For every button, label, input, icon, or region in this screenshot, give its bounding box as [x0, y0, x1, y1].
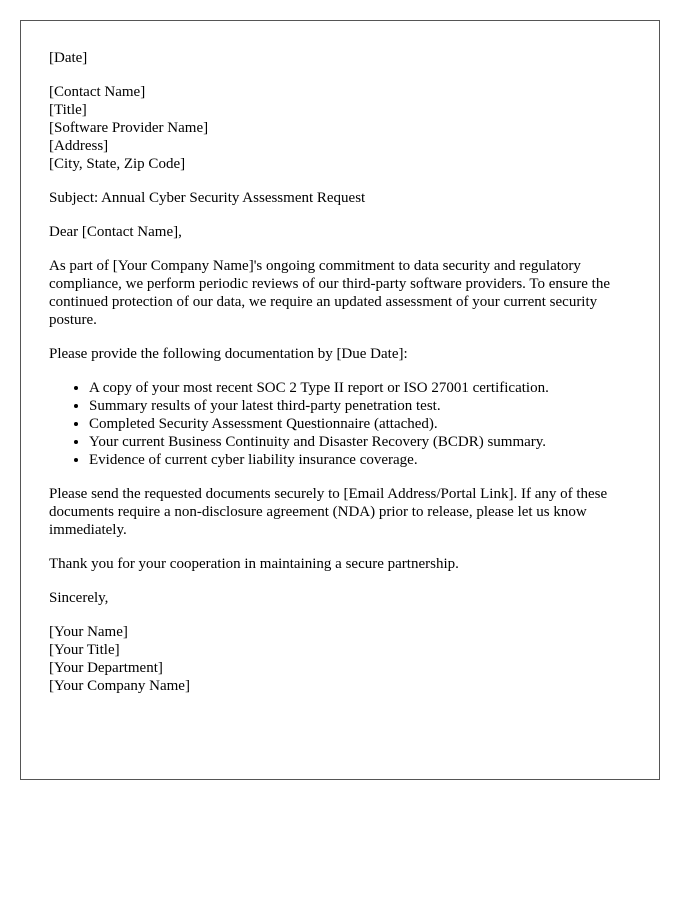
letter-request-paragraph: Please provide the following documentation by [Due Date]: — [49, 346, 408, 362]
recipient-contact-name: [Contact Name] — [49, 84, 146, 100]
recipient-city-state-zip: [City, State, Zip Code] — [49, 156, 186, 172]
sender-department: [Your Department] — [49, 660, 163, 676]
sender-name: [Your Name] — [49, 624, 128, 640]
letter-salutation: Dear [Contact Name], — [49, 224, 182, 240]
recipient-provider-name: [Software Provider Name] — [49, 120, 209, 136]
sender-company: [Your Company Name] — [49, 678, 190, 694]
letter-closing: Sincerely, — [49, 590, 109, 606]
letter-thanks-paragraph: Thank you for your cooperation in maintaining a secure partnership. — [49, 556, 459, 572]
documentation-list — [49, 379, 631, 469]
list-item: • A copy of your most recent SOC 2 Type II report or ISO 27001 certification. — [89, 379, 631, 397]
recipient-address-block — [49, 83, 631, 173]
list-item: • Completed Security Assessment Questionnaire (attached). — [89, 415, 631, 433]
list-item: • Summary results of your latest third-party penetration test. — [89, 397, 631, 415]
letter-instructions-paragraph: Please send the requested documents securely to [Email Address/Portal Link]. If any of these documents require a non-disclosure agreement (NDA) prior to release, please let us know immediately. — [49, 486, 608, 538]
list-item: • Your current Business Continuity and Disaster Recovery (BCDR) summary. — [89, 433, 631, 451]
sender-signature-block — [49, 623, 631, 695]
letter-page — [20, 20, 660, 780]
letter-date: [Date] — [49, 50, 88, 66]
sender-title: [Your Title] — [49, 642, 120, 658]
letter-subject: Subject: Annual Cyber Security Assessment Request — [49, 190, 366, 206]
letter-intro-paragraph: As part of [Your Company Name]'s ongoing commitment to data security and regulatory compliance, we perform periodic reviews of our third-party software providers. To ensure the continued protection of our data, we require an updated assessment of your current security posture. — [49, 258, 610, 328]
recipient-address: [Address] — [49, 138, 109, 154]
recipient-title: [Title] — [49, 102, 87, 118]
list-item: • Evidence of current cyber liability insurance coverage. — [89, 451, 631, 469]
